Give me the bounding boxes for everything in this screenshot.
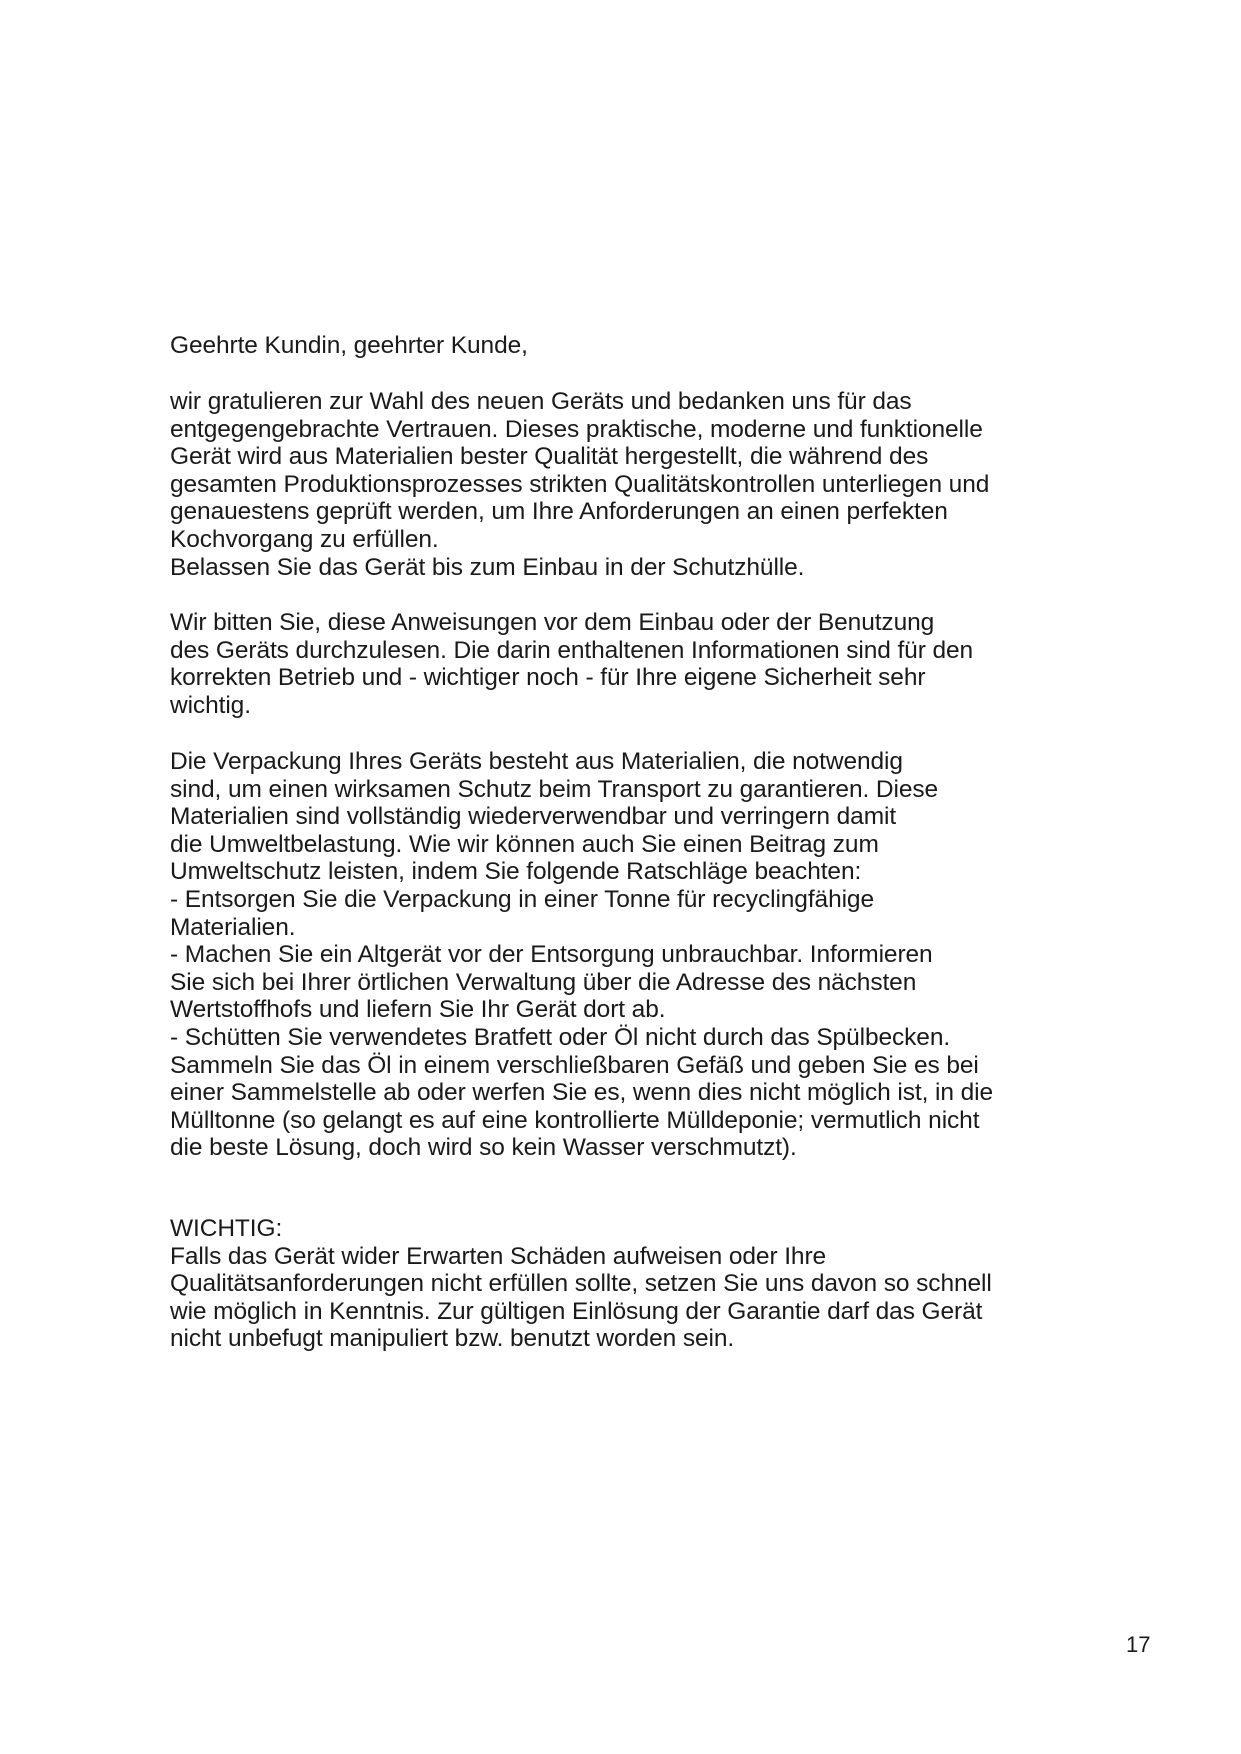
paragraph-line: - Entsorgen Sie die Verpackung in einer Tonne für recyclingfähige: [170, 885, 874, 913]
important-line: Qualitätsanforderungen nicht erfüllen sollte, setzen Sie uns davon so schnell: [170, 1270, 992, 1298]
important-line: wie möglich in Kenntnis. Zur gültigen Einlösung der Garantie darf das Gerät: [170, 1297, 983, 1325]
important-line: Falls das Gerät wider Erwarten Schäden aufweisen oder Ihre: [170, 1242, 827, 1270]
paragraph-line: des Geräts durchzulesen. Die darin enthaltenen Informationen sind für den: [170, 636, 974, 664]
paragraph-line: korrekten Betrieb und - wichtiger noch - für Ihre eigene Sicherheit sehr: [170, 664, 926, 692]
packaging-paragraph: [170, 748, 993, 1162]
paragraph-line: Sie sich bei Ihrer örtlichen Verwaltung über die Adresse des nächsten: [170, 968, 917, 996]
paragraph-line: - Machen Sie ein Altgerät vor der Entsorgung unbrauchbar. Informieren: [170, 941, 933, 969]
paragraph-line: einer Sammelstelle ab oder werfen Sie es, wenn dies nicht möglich ist, in die: [170, 1079, 993, 1107]
paragraph-line: wichtig.: [170, 691, 251, 719]
salutation-text: Geehrte Kundin, geehrter Kunde,: [170, 332, 528, 359]
paragraph-line: Wir bitten Sie, diese Anweisungen vor dem Einbau oder der Benutzung: [170, 609, 935, 636]
important-line: nicht unbefugt manipuliert bzw. benutzt worden sein.: [170, 1325, 735, 1353]
paragraph-line: Gerät wird aus Materialien bester Qualität hergestellt, die während des: [170, 443, 929, 471]
paragraph-line: Belassen Sie das Gerät bis zum Einbau in der Schutzhülle.: [170, 553, 805, 581]
important-notice: [170, 1215, 992, 1353]
paragraph-line: - Schütten Sie verwendetes Bratfett oder Öl nicht durch das Spülbecken.: [170, 1023, 951, 1051]
paragraph-line: Sammeln Sie das Öl in einem verschließbaren Gefäß und geben Sie es bei: [170, 1051, 979, 1079]
paragraph-line: genauestens geprüft werden, um Ihre Anforderungen an einen perfekten: [170, 498, 948, 526]
paragraph-line: Mülltonne (so gelangt es auf eine kontrollierte Mülldeponie; vermutlich nicht: [170, 1106, 980, 1134]
paragraph-line: Die Verpackung Ihres Geräts besteht aus Materialien, die notwendig: [170, 748, 903, 775]
paragraph-line: wir gratulieren zur Wahl des neuen Geräts und bedanken uns für das: [170, 388, 912, 415]
paragraph-line: sind, um einen wirksamen Schutz beim Transport zu garantieren. Diese: [170, 775, 939, 803]
intro-paragraph: [170, 388, 989, 581]
instructions-paragraph: [170, 609, 973, 719]
paragraph-line: Materialien.: [170, 913, 296, 941]
paragraph-line: gesamten Produktionsprozesses strikten Qualitätskontrollen unterliegen und: [170, 470, 990, 498]
important-heading: WICHTIG:: [170, 1215, 283, 1242]
paragraph-line: Materialien sind vollständig wiederverwendbar und verringern damit: [170, 803, 897, 831]
salutation: [170, 332, 528, 360]
paragraph-line: Umweltschutz leisten, indem Sie folgende Ratschläge beachten:: [170, 858, 862, 886]
paragraph-line: Kochvorgang zu erfüllen.: [170, 525, 439, 553]
paragraph-line: die Umweltbelastung. Wie wir können auch Sie einen Beitrag zum: [170, 830, 879, 858]
paragraph-line: die beste Lösung, doch wird so kein Wasser verschmutzt).: [170, 1134, 797, 1162]
paragraph-line: entgegengebrachte Vertrauen. Dieses praktische, moderne und funktionelle: [170, 415, 983, 443]
paragraph-line: Wertstoffhofs und liefern Sie Ihr Gerät dort ab.: [170, 996, 666, 1024]
page-number: 17: [1126, 1632, 1151, 1657]
